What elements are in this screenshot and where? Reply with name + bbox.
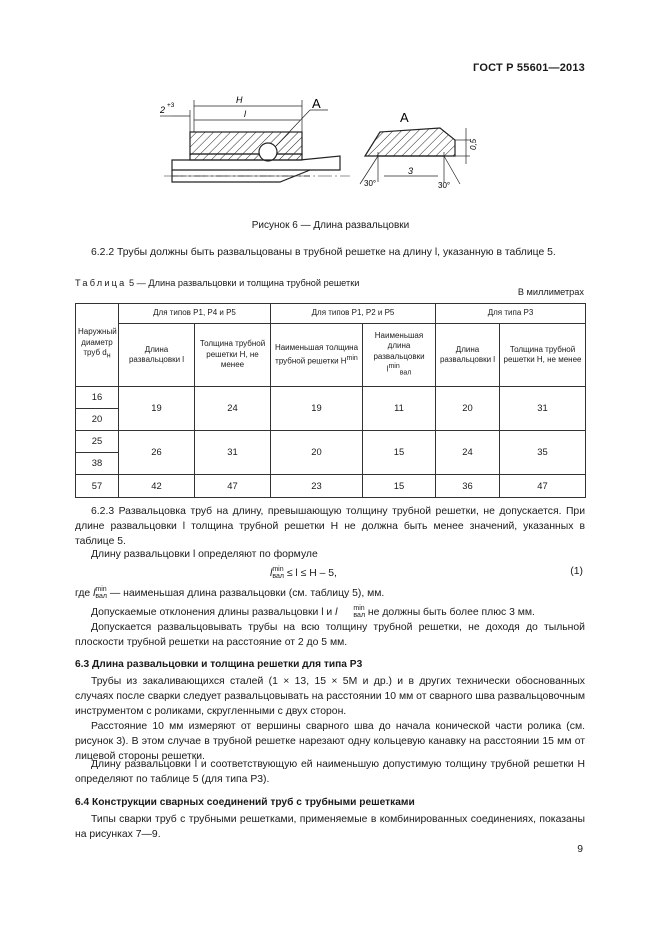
col-header-diameter: Наружный диаметр труб $d_н$ <box>76 304 119 387</box>
dim-l-label: l <box>244 109 246 119</box>
detail-A-title: A <box>400 110 409 125</box>
paragraph-allowed: Допускается развальцовывать трубы на всю толщину трубной решетки, не доходя до тыльной плоскости трубной решетки на расстояние от 2 до 5 мм. <box>75 622 585 649</box>
table-5 <box>75 303 586 498</box>
angle-left-label: 30° <box>364 179 377 188</box>
table-cell: 35 <box>500 431 586 475</box>
group-header-1: Для типов Р1, Р4 и Р5 <box>119 304 271 324</box>
table-cell: 15 <box>363 475 436 498</box>
col-header-g2-min-length: Наименьшая длина развальцовки $l^{min}_{вал}$ <box>363 324 436 387</box>
figure-6-drawing <box>160 92 590 208</box>
paragraph-tolerance: Допускаемые отклонения длины развальцовки l и l min вал не должны быть более плюс 3 мм. <box>91 605 535 620</box>
col-header-g1-length: Длина развальцовки l <box>119 324 195 387</box>
paragraph-6-4: Типы сварки труб с трубными решетками, применяемые в комбинированных соединениях, показаны на рисунках 7—9. <box>75 814 585 841</box>
paragraph-6-2-2: 6.2.2 Трубы должны быть развальцованы в трубной решетке на длину l, указанную в таблице 5. <box>91 247 556 258</box>
table-cell: 36 <box>436 475 500 498</box>
group-header-2: Для типов Р1, Р2 и Р5 <box>271 304 436 324</box>
table-cell: 47 <box>195 475 271 498</box>
table-cell: 31 <box>195 431 271 475</box>
detail-A-callout: A <box>312 96 321 111</box>
angle-right-label: 30° <box>438 181 451 190</box>
paragraph-where: где l min вал — наименьшая длина развальцовки (см. таблицу 5), мм. <box>75 586 385 601</box>
dim-3-label: 3 <box>408 166 414 176</box>
col-header-g3-thickness: Толщина трубной решетки H, не менее <box>500 324 586 387</box>
col-header-g1-thickness: Толщина трубной решетки H, не менее <box>195 324 271 387</box>
table-cell: 47 <box>500 475 586 498</box>
table-cell-diameter: 57 <box>76 475 119 498</box>
paragraph-6-3-c: Длину развальцовки l и соответствующую ей наименьшую допустимую толщину трубной решетки H определяют по таблице 5 (для типа Р3). <box>75 759 585 786</box>
paragraph-6-3-b: Расстояние 10 мм измеряют от вершины сварного шва до начала конической части ролика (см. рисунок 3). В этом случае в трубной решетке нарезают одну кольцевую канавку на расстоянии 15 мм от лицевой стороны решетки. <box>75 721 585 763</box>
document-header: ГОСТ Р 55601—2013 <box>473 62 585 74</box>
paragraph-6-2-3: 6.2.3 Развальцовка труб на длину, превышающую толщину трубной решетки, не допускается. При длине развальцовки l толщина трубной решетки H не должна быть менее значений, указанных в таблице 5. <box>75 506 585 548</box>
section-6-4-heading: 6.4 Конструкции сварных соединений труб с трубными решетками <box>75 797 415 808</box>
table-cell: 11 <box>363 387 436 431</box>
paragraph-formula-intro: Длину развальцовки l определяют по формуле <box>91 549 318 560</box>
col-header-g3-length: Длина развальцовки l <box>436 324 500 387</box>
table-cell: 19 <box>119 387 195 431</box>
table-cell: 31 <box>500 387 586 431</box>
table-caption-prefix: Таблица <box>75 278 127 288</box>
dim-05-label: 0,5 <box>469 138 478 150</box>
table-cell: 19 <box>271 387 363 431</box>
group-header-3: Для типа Р3 <box>436 304 586 324</box>
figure-caption: Рисунок 6 — Длина развальцовки <box>251 220 410 231</box>
table-caption <box>75 278 359 288</box>
formula-1: l min вал ≤ l ≤ H – 5, <box>270 566 337 580</box>
table-cell-diameter: 16 <box>76 387 119 409</box>
dim-H-label: H <box>236 95 243 105</box>
table-caption-text: 5 — Длина развальцовки и толщина трубной решетки <box>129 278 360 288</box>
table-cell-diameter: 20 <box>76 409 119 431</box>
table-cell: 23 <box>271 475 363 498</box>
dim-2-tolerance: +3 <box>167 102 175 109</box>
table-cell: 15 <box>363 431 436 475</box>
dim-2-label: 2 <box>160 105 166 115</box>
formula-number: (1) <box>570 566 583 577</box>
page-number: 9 <box>577 844 583 855</box>
table-units: В миллиметрах <box>517 287 584 297</box>
table-cell: 42 <box>119 475 195 498</box>
table-cell-diameter: 38 <box>76 453 119 475</box>
col-header-g2-min-thickness: Наименьшая толщина трубной решетки $H^{min}$ <box>271 324 363 387</box>
table-cell: 20 <box>436 387 500 431</box>
table-cell: 24 <box>436 431 500 475</box>
table-cell: 20 <box>271 431 363 475</box>
section-6-3-heading: 6.3 Длина развальцовки и толщина решетки для типа Р3 <box>75 659 363 670</box>
table-cell: 24 <box>195 387 271 431</box>
table-cell-diameter: 25 <box>76 431 119 453</box>
paragraph-6-3-a: Трубы из закаливающихся сталей (1 × 13, 15 × 5М и др.) и в других технически обоснованных случаях после сварки следует развальцовывать на расстоянии 10 мм от сварного шва развальцовочным инструментом с роликами, скругленными с двух сторон. <box>75 676 585 718</box>
table-cell: 26 <box>119 431 195 475</box>
